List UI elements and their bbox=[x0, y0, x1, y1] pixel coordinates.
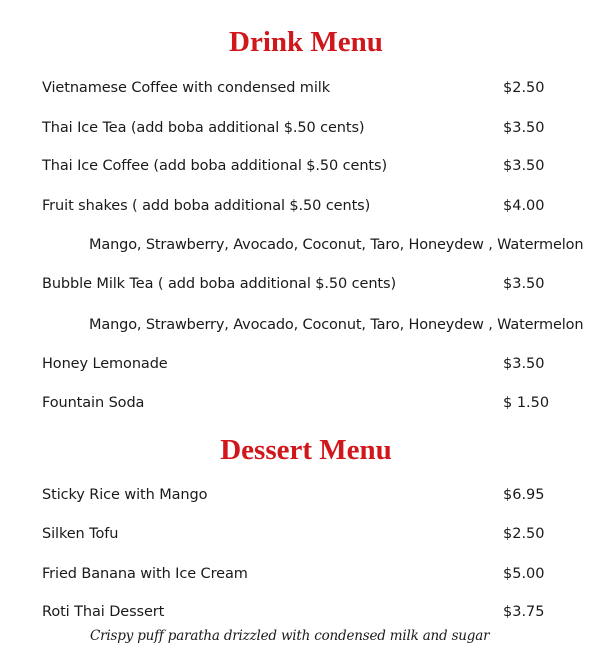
item-name: Sticky Rice with Mango bbox=[42, 487, 208, 503]
item-price: $3.75 bbox=[503, 604, 545, 620]
item-name: Thai Ice Tea (add boba additional $.50 cents) bbox=[42, 120, 365, 136]
menu-item bbox=[0, 155, 612, 177]
drink-menu-title: Drink Menu bbox=[229, 26, 383, 58]
item-name: Bubble Milk Tea ( add boba additional $.50 cents) bbox=[42, 276, 397, 292]
item-price: $3.50 bbox=[503, 158, 545, 174]
menu-item bbox=[0, 353, 612, 375]
menu-item bbox=[0, 77, 612, 99]
menu-item bbox=[0, 484, 612, 506]
menu-item bbox=[0, 195, 612, 217]
item-price: $3.50 bbox=[503, 356, 545, 372]
roti-description: Crispy puff paratha drizzled with condensed milk and sugar bbox=[90, 628, 490, 644]
item-price: $3.50 bbox=[503, 120, 545, 136]
item-price: $5.00 bbox=[503, 566, 545, 582]
dessert-menu-title: Dessert Menu bbox=[220, 434, 392, 466]
item-price: $2.50 bbox=[503, 526, 545, 542]
item-name: Roti Thai Dessert bbox=[42, 604, 165, 620]
menu-item bbox=[0, 563, 612, 585]
item-price: $2.50 bbox=[503, 80, 545, 96]
item-name: Vietnamese Coffee with condensed milk bbox=[42, 80, 330, 96]
menu-item bbox=[0, 117, 612, 139]
item-name: Thai Ice Coffee (add boba additional $.50 cents) bbox=[42, 158, 388, 174]
item-name: Fruit shakes ( add boba additional $.50 cents) bbox=[42, 198, 371, 214]
item-name: Silken Tofu bbox=[42, 526, 119, 542]
item-price: $4.00 bbox=[503, 198, 545, 214]
item-name: Honey Lemonade bbox=[42, 356, 168, 372]
menu-item bbox=[0, 392, 612, 414]
item-price: $3.50 bbox=[503, 276, 545, 292]
bubble-tea-flavors: Mango, Strawberry, Avocado, Coconut, Taro, Honeydew , Watermelon bbox=[89, 317, 584, 333]
item-name: Fried Banana with Ice Cream bbox=[42, 566, 248, 582]
item-price: $6.95 bbox=[503, 487, 545, 503]
menu-item bbox=[0, 273, 612, 295]
menu-item bbox=[0, 601, 612, 623]
item-price: $ 1.50 bbox=[503, 395, 550, 411]
item-name: Fountain Soda bbox=[42, 395, 145, 411]
fruit-shake-flavors: Mango, Strawberry, Avocado, Coconut, Taro, Honeydew , Watermelon bbox=[89, 237, 584, 253]
menu-item bbox=[0, 523, 612, 545]
